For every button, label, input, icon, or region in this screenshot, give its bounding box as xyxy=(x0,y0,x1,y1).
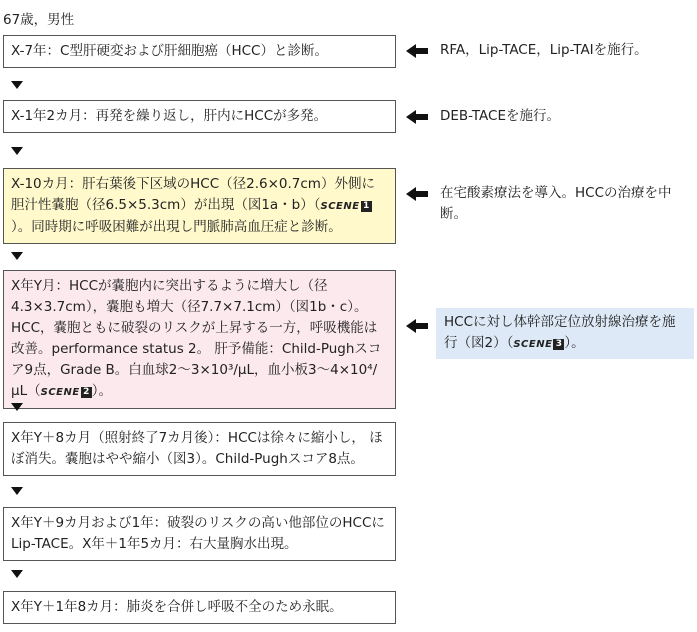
timeline-box-2 xyxy=(3,100,396,133)
scene-number-badge: 1 xyxy=(361,201,372,212)
left-arrow-icon xyxy=(406,44,428,58)
timeline-text-5: X年Y＋8カ月（照射終了7カ月後）：HCCは徐々に縮小し， ほぼ消失。嚢胞はやや縮小（図3）。Child-Pughスコア8点。 xyxy=(11,430,383,467)
left-arrow-icon xyxy=(406,187,428,201)
scene-number-badge: 3 xyxy=(553,339,564,350)
down-arrow-icon xyxy=(11,81,23,89)
down-arrow-icon xyxy=(11,252,23,260)
treatment-note-4b: ）。 xyxy=(564,335,585,351)
treatment-note-2: DEB-TACEを施行。 xyxy=(440,108,560,124)
timeline-text-7: X年Y＋1年8カ月：肺炎を合併し呼吸不全のため永眠。 xyxy=(11,599,343,615)
timeline-text-4a: X年Y月：HCCが嚢胞内に突出するように増大し（径4.3×3.7cm），嚢胞も増大（径7.7×7.1cm）（図1b・c）。HCC，嚢胞ともに破裂のリスクが上昇する一方，呼吸機能は改善。performance status 2。 肝予備能：Child-Pughスコア9点，Grade B。白血球2～3×10³/μL，血小板3～4×10⁴/μL（ xyxy=(11,278,382,399)
timeline-text-6: X年Y＋9カ月および1年：破裂のリスクの高い他部位のHCCにLip-TACE。X年＋1年5カ月：右大量胸水出現。 xyxy=(11,515,385,552)
timeline-text-2: X-1年2カ月：再発を繰り返し，肝内にHCCが多発。 xyxy=(11,108,328,124)
treatment-note-4a: HCCに対し体幹部定位放射線治療を施行（図2）（ xyxy=(444,314,676,351)
down-arrow-icon xyxy=(11,487,23,495)
timeline-box-4 xyxy=(3,270,396,409)
down-arrow-icon xyxy=(11,403,23,411)
scene-number-badge: 2 xyxy=(81,387,92,398)
treatment-note-4 xyxy=(436,308,694,359)
patient-header: 67歳，男性 xyxy=(3,12,75,28)
treatment-note-3: 在宅酸素療法を導入。HCCの治療を中断。 xyxy=(440,185,672,222)
timeline-text-1: X-7年：C型肝硬変および肝細胞癌（HCC）と診断。 xyxy=(11,43,328,59)
timeline-box-7 xyxy=(3,591,396,624)
left-arrow-icon xyxy=(406,319,428,333)
timeline-text-4b: ）。 xyxy=(91,383,112,399)
timeline-box-5 xyxy=(3,422,396,476)
down-arrow-icon xyxy=(11,570,23,578)
left-arrow-icon xyxy=(406,110,428,124)
treatment-note-1: RFA，Lip-TACE，Lip-TAIを施行。 xyxy=(440,42,648,58)
scene-label: SCENE xyxy=(40,387,80,398)
timeline-text-3b: ）。同時期に呼吸困難が出現し門脈肺高血圧症と診断。 xyxy=(11,219,342,235)
timeline-box-1 xyxy=(3,35,396,68)
timeline-box-3 xyxy=(3,168,396,244)
timeline-box-6 xyxy=(3,507,396,561)
down-arrow-icon xyxy=(11,147,23,155)
scene-label: SCENE xyxy=(320,201,360,212)
timeline-text-3a: X-10カ月：肝右葉後下区域のHCC（径2.6×0.7cm）外側に胆汁性嚢胞（径6.5×5.3cm）が出現（図1a・b）（ xyxy=(11,176,375,213)
scene-label: SCENE xyxy=(513,339,553,350)
